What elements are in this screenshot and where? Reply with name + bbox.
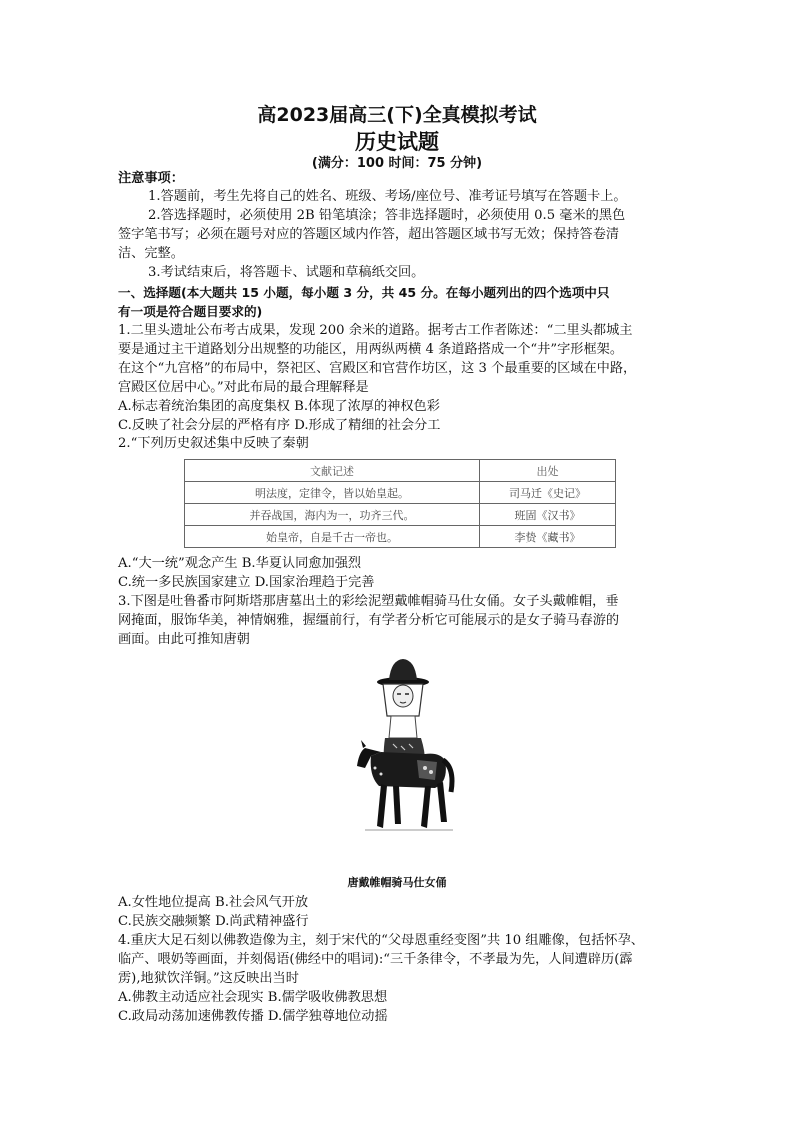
- q3-stem-line: 网掩面，服饰华美，神情娴雅，握缰前行，有学者分析它可能展示的是女子骑马春游的: [118, 613, 620, 628]
- table-row: [185, 526, 616, 548]
- note-item: 3.考试结束后，将答题卡、试题和草稿纸交回。: [148, 265, 425, 280]
- note-item: 2.答选择题时，必须使用 2B 铅笔填涂；答非选择题时，必须使用 0.5 毫米的黑色: [148, 208, 626, 223]
- note-item: 1.答题前，考生先将自己的姓名、班级、考场/座位号、准考证号填写在答题卡上。: [148, 189, 627, 204]
- subject-title: 历史试题: [355, 130, 439, 154]
- table-row: [185, 482, 616, 504]
- table-header-cell: 文献记述: [185, 460, 480, 482]
- q4-options: A.佛教主动适应社会现实 B.儒学吸收佛教思想: [118, 990, 388, 1005]
- q3-options: A.女性地位提高 B.社会风气开放: [118, 895, 309, 910]
- q1-options: C.反映了社会分层的严格有序 D.形成了精细的社会分工: [118, 418, 441, 433]
- table-cell: 班固《汉书》: [480, 504, 616, 526]
- table-cell: 司马迁《史记》: [480, 482, 616, 504]
- figure-caption: 唐戴帷帽骑马仕女俑: [347, 876, 447, 889]
- q3-stem-line: 画面。由此可推知唐朝: [118, 632, 250, 647]
- notes-heading: 注意事项：: [118, 171, 184, 186]
- q1-stem-line: 宫殿区位居中心。”对此布局的最合理解释是: [118, 380, 369, 395]
- exam-meta: (满分：100 时间：75 分钟): [311, 156, 483, 171]
- note-item: 洁、完整。: [118, 246, 184, 261]
- exam-title: 高2023届高三(下)全真模拟考试: [257, 104, 537, 126]
- section-heading: 一、选择题(本大题共 15 小题，每小题 3 分，共 45 分。在每小题列出的四个选项中只: [118, 285, 610, 300]
- note-item: 签字笔书写；必须在题号对应的答题区域内作答，超出答题区域书写无效；保持答卷清: [118, 227, 620, 242]
- q2-options: A.“大一统”观念产生 B.华夏认同愈加强烈: [118, 556, 362, 571]
- table-cell: 并吞战国，海内为一，功齐三代。: [185, 504, 480, 526]
- table-cell: 始皇帝，自是千古一帝也。: [185, 526, 480, 548]
- q1-options: A.标志着统治集团的高度集权 B.体现了浓厚的神权色彩: [118, 399, 440, 414]
- q2-options: C.统一多民族国家建立 D.国家治理趋于完善: [118, 575, 375, 590]
- table-cell: 李贽《藏书》: [480, 526, 616, 548]
- section-heading-cont: 有一项是符合题目要求的): [118, 304, 263, 319]
- q3-options: C.民族交融频繁 D.尚武精神盛行: [118, 914, 309, 929]
- q1-stem-line: 在这个“九宫格”的布局中，祭祀区、宫殿区和官营作坊区，这 3 个最重要的区域在中路，: [118, 361, 637, 376]
- q4-options: C.政局动荡加速佛教传播 D.儒学独尊地位动摇: [118, 1009, 388, 1024]
- q1-stem-line: 要是通过主干道路划分出规整的功能区，用两纵两横 4 条道路搭成一个“井”字形框架。: [118, 342, 624, 357]
- q4-stem-line: 临产、喂奶等画面，并刻偈语(佛经中的唱词):“三千条律令，不孝最为先，人间遭辟历(霹: [118, 952, 633, 967]
- q1-stem-line: 1.二里头遗址公布考古成果，发现 200 余米的道路。据考古工作者陈述：“二里头都城主: [118, 323, 633, 338]
- table-row: [185, 504, 616, 526]
- table-header-row: [185, 460, 616, 482]
- q2-stem: 2.“下列历史叙述集中反映了秦朝: [118, 436, 309, 451]
- q4-stem-line: 4.重庆大足石刻以佛教造像为主，刻于宋代的“父母恩重经变图”共 10 组雕像，包括怀孕、: [118, 933, 644, 948]
- q3-stem-line: 3.下图是吐鲁番市阿斯塔那唐墓出土的彩绘泥塑戴帷帽骑马仕女俑。女子头戴帷帽，垂: [118, 594, 619, 609]
- table-header-cell: 出处: [480, 460, 616, 482]
- q4-stem-line: 雳),地狱饮洋铜。”这反映出当时: [118, 971, 299, 986]
- q2-source-table: [184, 459, 616, 548]
- table-cell: 明法度，定律令，皆以始皇起。: [185, 482, 480, 504]
- horse-rider-figurine-image: [345, 656, 465, 856]
